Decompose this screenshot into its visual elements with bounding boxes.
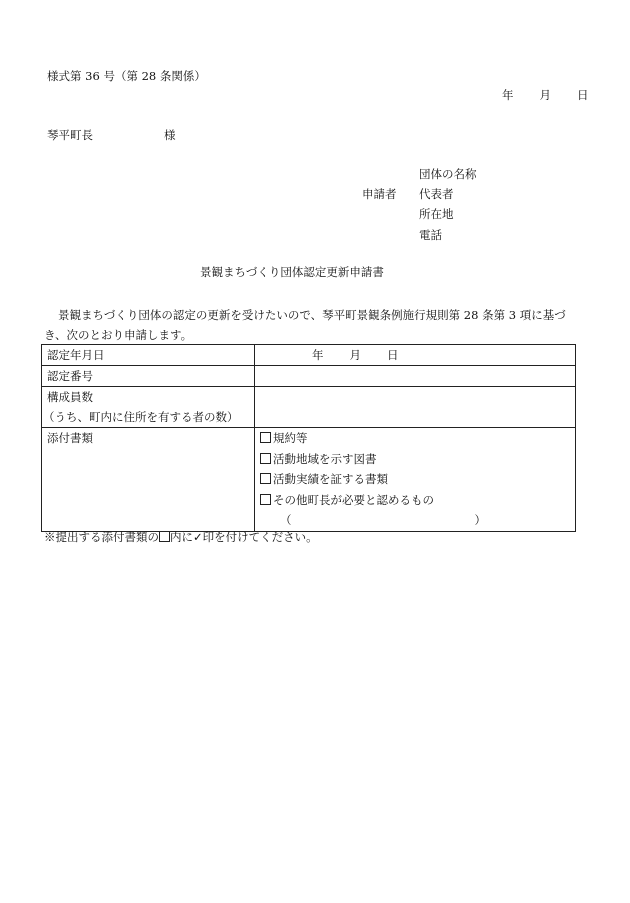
- attachment-label-other: その他町長が必要と認めるもの: [273, 492, 434, 507]
- attachments-cell: [255, 428, 576, 532]
- attachment-item: [260, 428, 570, 449]
- attachment-label-area-map: 活動地域を示す図書: [273, 451, 377, 466]
- row-label-certification-number: 認定番号: [42, 366, 255, 387]
- date-day-label: 日: [577, 88, 589, 102]
- footnote-middle: 内に: [170, 530, 193, 544]
- footnote-prefix: ※提出する添付書類の: [44, 530, 159, 544]
- row-label-attachments: 添付書類: [42, 428, 255, 532]
- applicant-role-label: 申請者: [362, 187, 397, 201]
- attachment-item: [260, 490, 570, 511]
- table-row: [42, 428, 576, 532]
- footnote-suffix: 印を付けてください。: [202, 530, 318, 544]
- addressee-name: 琴平町長: [47, 128, 93, 142]
- cert-year-label: 年: [312, 348, 324, 362]
- applicant-field-address: 所在地: [419, 207, 454, 221]
- attachment-label-bylaws: 規約等: [273, 431, 308, 445]
- row-label-member-count: [42, 387, 255, 428]
- form-number: 様式第 36 号（第 28 条関係）: [47, 69, 206, 83]
- member-count-cell[interactable]: [255, 387, 576, 428]
- table-row: [42, 387, 576, 428]
- date-month-label: 月: [539, 88, 551, 102]
- attachment-other-detail[interactable]: [260, 510, 570, 531]
- date-year-label: 年: [502, 88, 514, 102]
- paren-open: （: [280, 513, 292, 527]
- application-table: [41, 344, 576, 532]
- applicant-field-org-name: 団体の名称: [419, 167, 477, 181]
- certification-number-cell[interactable]: [255, 366, 576, 387]
- submission-date: [502, 88, 589, 102]
- attachment-item: [260, 469, 570, 490]
- document-title: 景観まちづくり団体認定更新申請書: [200, 265, 384, 279]
- table-row: [42, 366, 576, 387]
- footnote: [44, 530, 318, 544]
- certification-date-cell: [255, 345, 576, 366]
- checkbox-icon[interactable]: [260, 473, 271, 484]
- checkbox-icon: [159, 531, 170, 542]
- table-row: [42, 345, 576, 366]
- checkbox-icon[interactable]: [260, 432, 271, 443]
- applicant-field-representative: 代表者: [419, 187, 454, 201]
- member-count-label: 構成員数: [47, 390, 93, 404]
- member-count-sublabel: （うち、町内に住所を有する者の数）: [43, 410, 239, 424]
- checkbox-icon[interactable]: [260, 453, 271, 464]
- applicant-field-phone: 電話: [419, 228, 442, 242]
- checkbox-icon[interactable]: [260, 494, 271, 505]
- attachment-item: [260, 449, 570, 470]
- cert-day-label: 日: [387, 348, 399, 362]
- addressee-honorific: 様: [164, 128, 176, 142]
- check-mark-icon: ✓: [193, 530, 203, 544]
- cert-month-label: 月: [349, 348, 361, 362]
- paren-close: ）: [474, 513, 486, 527]
- body-paragraph: 景観まちづくり団体の認定の更新を受けたいので、琴平町景観条例施行規則第 28 条第 3 項に基づき、次のとおり申請します。: [44, 308, 566, 342]
- row-label-certification-date: 認定年月日: [42, 345, 255, 366]
- attachment-label-activity-record: 活動実績を証する書類: [273, 472, 388, 486]
